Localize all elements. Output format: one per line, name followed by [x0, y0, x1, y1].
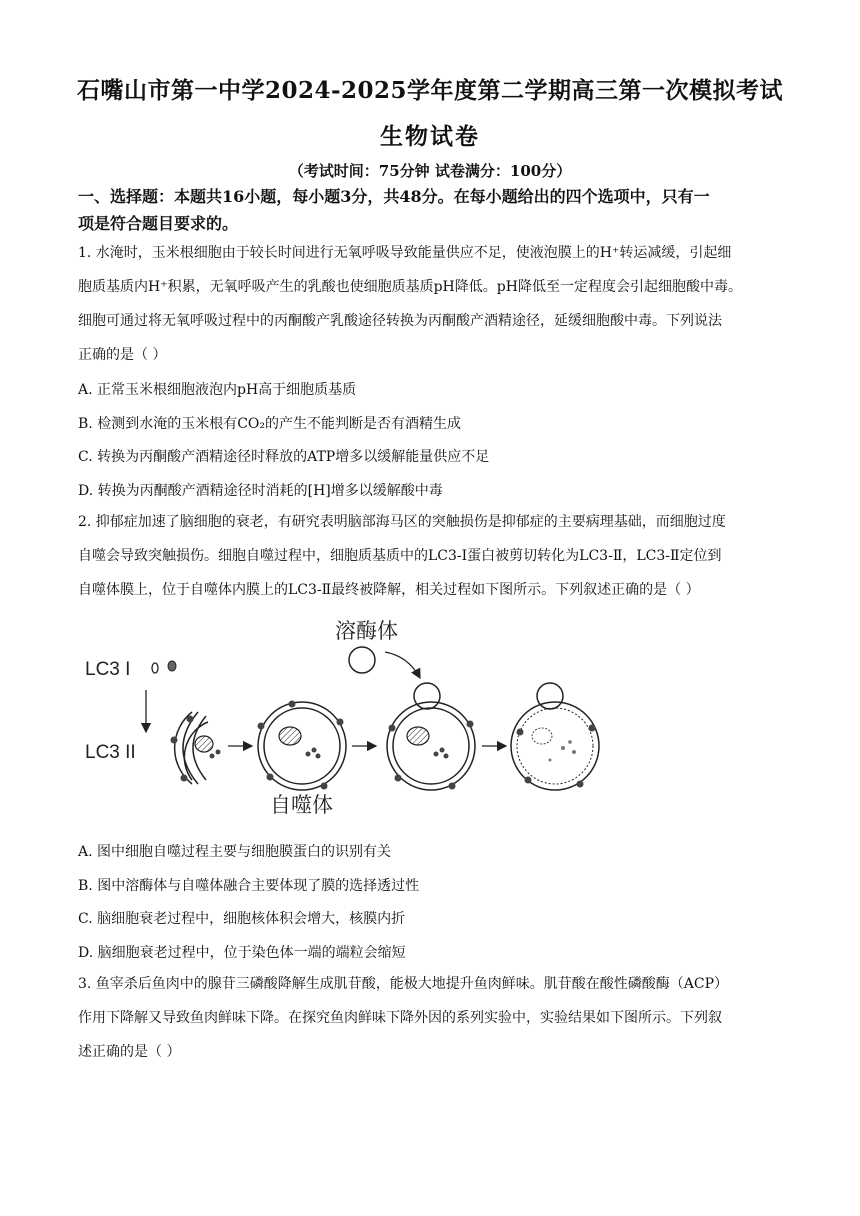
- autolysosome-icon: [511, 702, 599, 790]
- q1-line4: 正确的是（ ）: [78, 347, 167, 363]
- label-lysosome: 溶酶体: [335, 620, 398, 643]
- q1-option-b: B. 检测到水淹的玉米根有CO₂的产生不能判断是否有酒精生成: [78, 416, 461, 432]
- q2-option-c: C. 脑细胞衰老过程中，细胞核体积会增大，核膜内折: [78, 911, 406, 927]
- q2-option-d: D. 脑细胞衰老过程中，位于染色体一端的端粒会缩短: [78, 945, 406, 961]
- q1-option-a: A. 正常玉米根细胞液泡内pH高于细胞质基质: [78, 382, 357, 398]
- mitochondrion-icon: [195, 736, 213, 752]
- q2-line1: 2. 抑郁症加速了脑细胞的衰老，有研究表明脑部海马区的突触损伤是抑郁症的主要病理基础，而细胞过度: [78, 514, 726, 530]
- section-heading-line2: 项是符合题目要求的。: [78, 214, 239, 233]
- q2-line3: 自噬体膜上，位于自噬体内膜上的LC3-Ⅱ最终被降解，相关过程如下图所示。下列叙述正确的是（ ）: [78, 582, 700, 598]
- q1-line3: 细胞可通过将无氧呼吸过程中的丙酮酸产乳酸途径转换为丙酮酸产酒精途径，延缓细胞酸中毒。下列说法: [78, 313, 722, 329]
- q3-line2: 作用下降解又导致鱼肉鲜味下降。在探究鱼肉鲜味下降外因的系列实验中，实验结果如下图所示。下列叙: [78, 1010, 722, 1026]
- q2-option-b: B. 图中溶酶体与自噬体融合主要体现了膜的选择透过性: [78, 878, 420, 894]
- label-lc3-1: LC3 I: [85, 659, 131, 680]
- q2-line2: 自噬会导致突触损伤。细胞自噬过程中，细胞质基质中的LC3-Ⅰ蛋白被剪切转化为LC3-Ⅱ，LC3-Ⅱ定位到: [78, 548, 722, 564]
- lc3-1-particle-icon: [168, 661, 176, 671]
- q3-line3: 述正确的是（ ）: [78, 1044, 181, 1060]
- exam-title: 石嘴山市第一中学2024-2025学年度第二学期高三第一次模拟考试: [76, 77, 784, 104]
- exam-info: （考试时间：75分钟 试卷满分：100分）: [288, 162, 572, 180]
- autophagy-diagram: [80, 612, 620, 827]
- exam-subject: 生物试卷: [380, 123, 480, 150]
- label-lc3-2: LC3 II: [85, 742, 136, 763]
- q1-line1: 1. 水淹时，玉米根细胞由于较长时间进行无氧呼吸导致能量供应不足，使液泡膜上的H⁺转运减缓，引起细: [78, 245, 732, 261]
- lc3-1-oval-icon: [152, 663, 158, 673]
- q3-line1: 3. 鱼宰杀后鱼肉中的腺苷三磷酸降解生成肌苷酸，能极大地提升鱼肉鲜味。肌苷酸在酸性磷酸酶（ACP）: [78, 976, 729, 992]
- q1-option-d: D. 转换为丙酮酸产酒精途径时消耗的[H]增多以缓解酸中毒: [78, 483, 443, 499]
- q1-line2: 胞质基质内H⁺积累，无氧呼吸产生的乳酸也使细胞质基质pH降低。pH降低至一定程度会引起细胞酸中毒。: [78, 279, 742, 295]
- lysosome-icon: [349, 647, 375, 673]
- q1-option-c: C. 转换为丙酮酸产酒精途径时释放的ATP增多以缓解能量供应不足: [78, 449, 490, 465]
- label-autophagosome: 自噬体: [270, 794, 333, 817]
- section-heading-line1: 一、选择题：本题共16小题，每小题3分，共48分。在每小题给出的四个选项中，只有一: [78, 187, 710, 206]
- q2-option-a: A. 图中细胞自噬过程主要与细胞膜蛋白的识别有关: [78, 844, 392, 860]
